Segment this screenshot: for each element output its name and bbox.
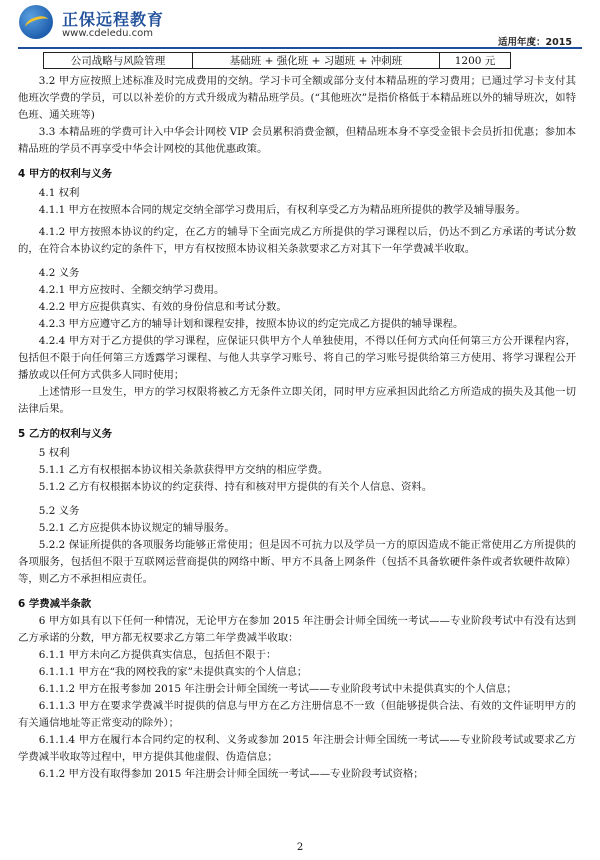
table-row bbox=[44, 53, 511, 69]
paragraph-gap bbox=[18, 158, 576, 163]
section-heading: 4 甲方的权利与义务 bbox=[18, 168, 112, 180]
paragraph: 4.2.4 甲方对于乙方提供的学习课程，应保证只供甲方个人单独使用，不得以任何方式向任何第三方公开课程内容，包括但不限于向任何第三方透露学习课程、与他人共享学习账号、将自己的学习账号提供给第三方使用、将学习课程公开播放或以任何方式供多人同时使用； bbox=[18, 335, 576, 381]
paragraph: 4.1.1 甲方在按照本合同的规定交纳全部学习费用后，有权利享受乙方为精品班所提供的教学及辅导服务。 bbox=[38, 204, 526, 216]
paragraph: 6.1.1 甲方未向乙方提供真实信息，包括但不限于： bbox=[38, 649, 277, 661]
logo-icon bbox=[19, 5, 53, 39]
page-header bbox=[0, 0, 600, 48]
paragraph: 4.2.1 甲方应按时、全额交纳学习费用。 bbox=[38, 284, 225, 296]
paragraph: 6.1.2 甲方没有取得参加 2015 年注册会计师全国统一考试——专业阶段考试资格； bbox=[38, 768, 424, 780]
applicable-year: 适用年度：2015 bbox=[498, 37, 572, 48]
paragraph: 上述情形一旦发生，甲方的学习权限将被乙方无条件立即关闭，同时甲方应承担因此给乙方所造成的损失及其他一切法律后果。 bbox=[18, 386, 576, 415]
brand-name: 正保远程教育 bbox=[62, 10, 165, 29]
subsection-heading: 5 权利 bbox=[38, 447, 70, 459]
paragraph: 5.1.2 乙方有权根据本协议的约定获得、持有和核对甲方提供的有关个人信息、资料。 bbox=[38, 481, 433, 493]
paragraph-gap bbox=[18, 418, 576, 423]
paragraph: 6 甲方如具有以下任何一种情况，无论甲方在参加 2015 年注册会计师全国统一考试——专业阶段考试中有没有达到乙方承诺的分数，甲方都无权要求乙方第二年学费减半收取： bbox=[18, 615, 576, 644]
paragraph: 5.2.2 保证所提供的各项服务均能够正常使用；但是因不可抗力以及学员一方的原因造成不能正常使用乙方所提供的各项服务，包括但不限于互联网运营商提供的网络中断、甲方不具备上网条件（包括不具备软硬件条件或者软硬件故障）等，则乙方不承担相应责任。 bbox=[18, 539, 576, 585]
paragraph: 6.1.1.4 甲方在履行本合同约定的权利、义务或参加 2015 年注册会计师全国统一考试——专业阶段考试或要求乙方学费减半收取等过程中，甲方提供其他虚假、伪造信息； bbox=[18, 734, 576, 763]
paragraph: 5.2.1 乙方应提供本协议规定的辅导服务。 bbox=[38, 522, 235, 534]
paragraph: 4.2.2 甲方应提供真实、有效的身份信息和考试分数。 bbox=[38, 301, 287, 313]
document-body bbox=[18, 73, 576, 783]
header-divider bbox=[18, 47, 582, 49]
section-heading: 6 学费减半条款 bbox=[18, 598, 92, 610]
section-heading: 5 乙方的权利与义务 bbox=[18, 428, 112, 440]
subsection-heading: 5.2 义务 bbox=[38, 505, 80, 517]
page-number: 2 bbox=[296, 842, 304, 853]
course-package: 基础班 + 强化班 + 习题班 + 冲刺班 bbox=[193, 53, 440, 69]
site-url: www.cdeledu.com bbox=[62, 28, 153, 39]
subsection-heading: 4.1 权利 bbox=[38, 187, 80, 199]
paragraph-gap bbox=[18, 258, 576, 263]
paragraph: 4.2.3 甲方应遵守乙方的辅导计划和课程安排，按照本协议的约定完成乙方提供的辅导课程。 bbox=[38, 318, 464, 330]
paragraph: 6.1.1.2 甲方在报考参加 2015 年注册会计师全国统一考试——专业阶段考试中未提供真实的个人信息； bbox=[38, 683, 517, 695]
course-price: 1200 元 bbox=[440, 53, 511, 69]
paragraph-gap bbox=[18, 496, 576, 501]
paragraph: 4.1.2 甲方按照本协议的约定，在乙方的辅导下全面完成乙方所提供的学习课程以后，仍达不到乙方承诺的考试分数的，在符合本协议约定的条件下，甲方有权按照本协议相关条款要求乙方对其下一年学费减半收取。 bbox=[18, 226, 576, 255]
paragraph-gap bbox=[18, 588, 576, 593]
paragraph: 3.3 本精品班的学费可计入中华会计网校 VIP 会员累积消费金额，但精品班本身不享受金银卡会员折扣优惠；参加本精品班的学员不再享受中华会计网校的其他优惠政策。 bbox=[18, 126, 576, 155]
paragraph: 6.1.1.1 甲方在“我的网校我的家”未提供真实的个人信息； bbox=[38, 666, 308, 678]
course-name: 公司战略与风险管理 bbox=[44, 53, 193, 69]
course-table bbox=[43, 52, 511, 69]
paragraph: 6.1.1.3 甲方在要求学费减半时提供的信息与甲方在乙方注册信息不一致（但能够提供合法、有效的文件证明甲方的有关通信地址等正常变动的除外）； bbox=[18, 700, 576, 729]
paragraph: 5.1.1 乙方有权根据本协议相关条款获得甲方交纳的相应学费。 bbox=[38, 464, 329, 476]
subsection-heading: 4.2 义务 bbox=[38, 267, 80, 279]
paragraph: 3.2 甲方应按照上述标准及时完成费用的交纳。学习卡可全额或部分支付本精品班的学习费用；已通过学习卡支付其他班次学费的学员，可以以补差价的方式升级成为精品班学员。(“其他班次”是指价格低于本精品班以外的辅导班次，如特色班、通关班等) bbox=[18, 75, 576, 121]
